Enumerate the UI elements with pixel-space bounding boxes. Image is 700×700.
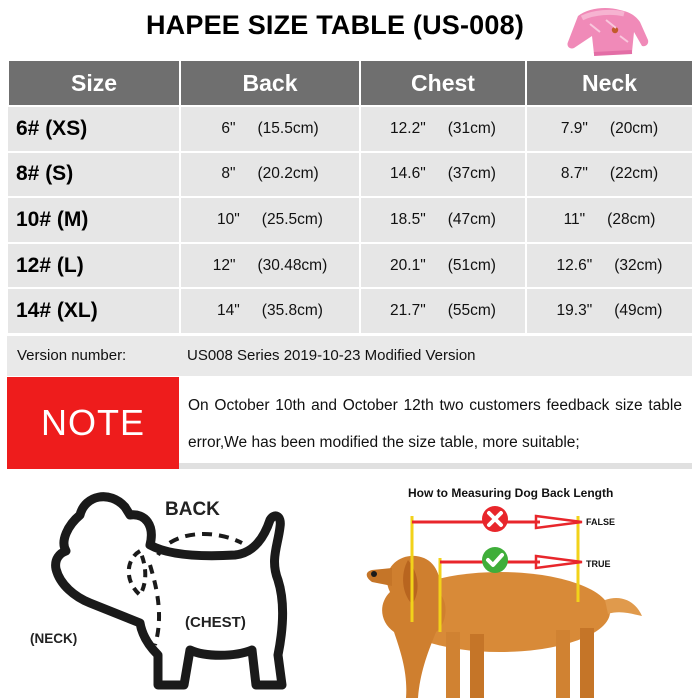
false-label: FALSE xyxy=(586,517,616,527)
dog-measurement-diagram xyxy=(30,485,320,695)
chest-cm: (31cm) xyxy=(447,119,496,137)
header-neck: Neck xyxy=(526,60,693,106)
chest-inches: 20.1" xyxy=(390,256,426,274)
neck-inches: 12.6" xyxy=(556,256,593,274)
title-bar xyxy=(0,0,700,58)
correct-check-icon xyxy=(480,545,510,575)
note-text: On October 10th and October 12th two customers feedback size table error,We has been modified the size table, more suitable; xyxy=(179,377,692,469)
back-cm: (30.48cm) xyxy=(257,256,328,274)
back-inches: 6" xyxy=(221,119,236,137)
chest-cm: (37cm) xyxy=(447,165,496,183)
back-cm: (35.8cm) xyxy=(261,302,323,320)
chest-cell xyxy=(360,197,526,243)
back-inches: 10" xyxy=(217,210,240,228)
version-value: US008 Series 2019-10-23 Modified Version xyxy=(187,347,476,364)
version-label: Version number: xyxy=(17,347,127,364)
back-inches: 8" xyxy=(221,165,236,183)
neck-cell xyxy=(526,243,693,289)
back-cell xyxy=(180,106,360,152)
back-label: BACK xyxy=(165,499,220,520)
size-table xyxy=(7,59,694,335)
table-row xyxy=(8,152,693,198)
note-row xyxy=(7,377,692,469)
neck-inches: 19.3" xyxy=(556,302,593,320)
neck-inches: 7.9" xyxy=(560,119,588,137)
dog-sweater-icon xyxy=(560,2,652,58)
chest-inches: 21.7" xyxy=(390,302,426,320)
table-row xyxy=(8,106,693,152)
neck-cm: (20cm) xyxy=(609,119,659,137)
chest-inches: 14.6" xyxy=(390,165,426,183)
chest-cell xyxy=(360,152,526,198)
table-header-row xyxy=(8,60,693,106)
back-cm: (15.5cm) xyxy=(257,119,319,137)
measuring-guide-photo xyxy=(350,482,650,700)
neck-inches: 8.7" xyxy=(560,165,588,183)
neck-label: (NECK) xyxy=(30,631,78,646)
chest-cell xyxy=(360,288,526,334)
table-row xyxy=(8,288,693,334)
neck-cell xyxy=(526,197,693,243)
neck-inches: 11" xyxy=(563,210,586,228)
chest-inches: 12.2" xyxy=(390,119,426,137)
neck-cell xyxy=(526,152,693,198)
page-title: HAPEE SIZE TABLE (US-008) xyxy=(145,10,525,40)
header-chest: Chest xyxy=(360,60,526,106)
chest-cm: (55cm) xyxy=(447,302,496,320)
note-label: NOTE xyxy=(40,402,145,443)
back-cell xyxy=(180,197,360,243)
neck-cm: (49cm) xyxy=(614,302,663,320)
back-inches: 12" xyxy=(212,256,236,274)
wrong-x-icon xyxy=(480,504,510,534)
header-back: Back xyxy=(180,60,360,106)
note-badge xyxy=(7,377,179,469)
size-cell: 6# (XS) xyxy=(8,106,180,152)
header-size: Size xyxy=(8,60,180,106)
chest-cell xyxy=(360,106,526,152)
chest-cm: (51cm) xyxy=(447,256,496,274)
back-cell xyxy=(180,152,360,198)
measuring-guide-title: How to Measuring Dog Back Length xyxy=(408,486,614,500)
back-cm: (25.5cm) xyxy=(261,210,323,228)
back-inches: 14" xyxy=(217,302,240,320)
size-cell: 14# (XL) xyxy=(8,288,180,334)
chest-cm: (47cm) xyxy=(447,210,496,228)
neck-cm: (32cm) xyxy=(614,256,663,274)
chest-cell xyxy=(360,243,526,289)
chest-inches: 18.5" xyxy=(390,210,426,228)
true-label: TRUE xyxy=(586,559,611,569)
neck-cell xyxy=(526,288,693,334)
table-row xyxy=(8,243,693,289)
size-cell: 8# (S) xyxy=(8,152,180,198)
neck-cell xyxy=(526,106,693,152)
back-cell xyxy=(180,243,360,289)
table-row xyxy=(8,197,693,243)
version-row xyxy=(7,336,692,376)
size-cell: 12# (L) xyxy=(8,243,180,289)
back-cm: (20.2cm) xyxy=(257,165,319,183)
size-cell: 10# (M) xyxy=(8,197,180,243)
back-cell xyxy=(180,288,360,334)
neck-cm: (28cm) xyxy=(607,210,656,228)
chest-label: (CHEST) xyxy=(185,614,246,631)
neck-cm: (22cm) xyxy=(609,165,659,183)
